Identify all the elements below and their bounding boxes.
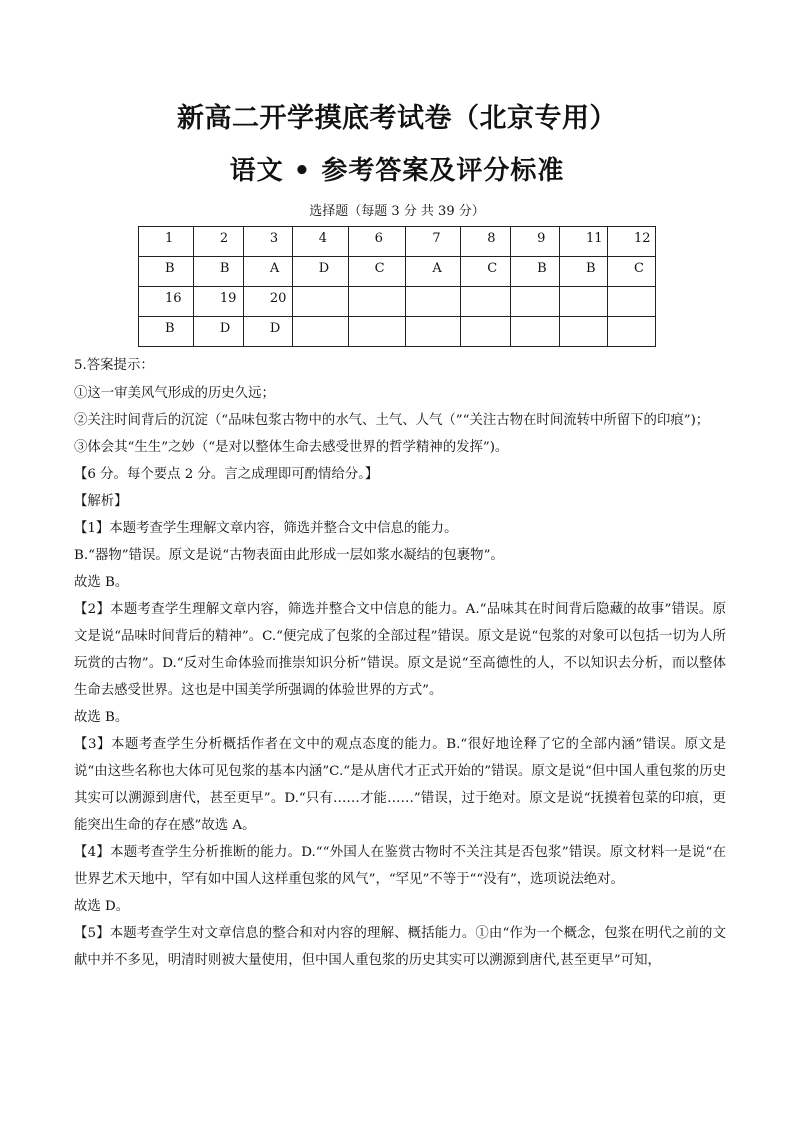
question-number-row [139,227,656,257]
question-number-cell: 1 [139,227,194,257]
answer-cell: B [511,257,560,287]
question-number-cell [292,287,348,317]
analysis-q1-answer: 故选 B。 [74,575,129,590]
answer-cell: D [193,317,243,347]
analysis-q4-answer: 故选 D。 [74,899,130,914]
question-number-cell [607,287,655,317]
answer-cell: A [406,257,461,287]
analysis-q1: 【1】本题考查学生理解文章内容，筛选并整合文中信息的能力。 [74,521,458,536]
answer-cell [511,317,560,347]
analysis-q3: 【3】本题考查学生分析概括作者在文中的观点态度的能力。B.“很好地诠释了它的全部内涵”错误。原文是说“由这些名称也大体可见包浆的基本内涵”C.“是从唐代才正式开始的”错误。原文是说“但中国人重包浆的历史其实可以溯源到唐代，甚至更早”。D.“只有……才能……”错误，过于绝对。原文是说“抚摸着包菜的印痕，更能突出生命的存在感”故选 A。 [74,737,726,833]
question-number-cell: 3 [243,227,292,257]
question-number-cell [560,287,608,317]
analysis-q5: 【5】本题考查学生对文章信息的整合和对内容的理解、概括能力。①由“作为一个概念，包浆在明代之前的文献中并不多见，明清时则被大量使用，但中国人重包浆的历史其实可以溯源到唐代,甚至更早”可知， [74,926,726,968]
q5-point-2: ②关注时间背后的沉淀（“品味包浆古物中的水气、土气、人气（”“关注古物在时间流转中所留下的印痕”)； [74,413,710,428]
answer-cell [292,317,348,347]
answer-cell: B [139,317,194,347]
answer-cell: C [607,257,655,287]
q5-heading: 5.答案提示： [74,358,154,373]
question-number-cell: 11 [560,227,608,257]
answer-cell [406,317,461,347]
answer-cell [461,317,511,347]
question-number-cell: 16 [139,287,194,317]
analysis-heading: 【解析】 [74,494,128,509]
question-number-cell: 6 [348,227,406,257]
document-subtitle: 语文 • 参考答案及评分标准 [229,156,565,186]
answer-cell: B [139,257,194,287]
question-number-cell: 9 [511,227,560,257]
answer-cell: B [560,257,608,287]
document-title: 新高二开学摸底考试卷（北京专用） [177,103,617,134]
answer-cell: D [292,257,348,287]
question-number-cell: 19 [193,287,243,317]
answer-table [138,226,656,347]
analysis-q1-detail: B.“器物”错误。原文是说“古物表面由此形成一层如浆水凝结的包裹物”。 [74,548,504,563]
question-number-cell: 4 [292,227,348,257]
q5-scoring: 【6 分。每个要点 2 分。言之成理即可酌情给分。】 [74,467,379,482]
analysis-q4: 【4】本题考查学生分析推断的能力。D.““外国人在鉴赏古物时不关注其是否包浆”错误。原文材料一是说“在世界艺术天地中，罕有如中国人这样重包浆的风气”，“罕见”不等于““没有”，选项说法绝对。 [74,845,726,887]
answer-cell: C [348,257,406,287]
analysis-q2-answer: 故选 B。 [74,710,129,725]
answer-row [139,317,656,347]
analysis-q2: 【2】本题考查学生理解文章内容，筛选并整合文中信息的能力。A.“品味其在时间背后隐藏的故事”错误。原文是说“品味时间背后的精神”。C.“便完成了包浆的全部过程”错误。原文是说“包浆的对象可以包括一切为人所玩赏的古物”。D.“反对生命体验而推崇知识分析”错误。原文是说“至高德性的人，不以知识去分析，而以整体生命去感受世界。这也是中国美学所强调的体验世界的方式”。 [74,602,726,698]
q5-point-1: ①这一审美风气形成的历史久远； [74,386,275,401]
answer-cell [348,317,406,347]
question-number-cell [511,287,560,317]
answer-cell [560,317,608,347]
question-number-cell: 2 [193,227,243,257]
question-number-cell [461,287,511,317]
question-number-cell: 12 [607,227,655,257]
answer-cell: A [243,257,292,287]
answer-cell: B [193,257,243,287]
answer-cell: C [461,257,511,287]
answer-cell: D [243,317,292,347]
table-caption: 选择题（每题 3 分 共 39 分） [309,204,485,219]
answer-row [139,257,656,287]
question-number-cell: 20 [243,287,292,317]
answer-cell [607,317,655,347]
question-number-cell [348,287,406,317]
question-number-cell [406,287,461,317]
question-number-cell: 7 [406,227,461,257]
q5-point-3: ③体会其“生生”之妙（“是对以整体生命去感受世界的哲学精神的发挥”)。 [74,440,509,455]
question-number-cell: 8 [461,227,511,257]
answer-explanations [74,356,726,974]
question-number-row [139,287,656,317]
